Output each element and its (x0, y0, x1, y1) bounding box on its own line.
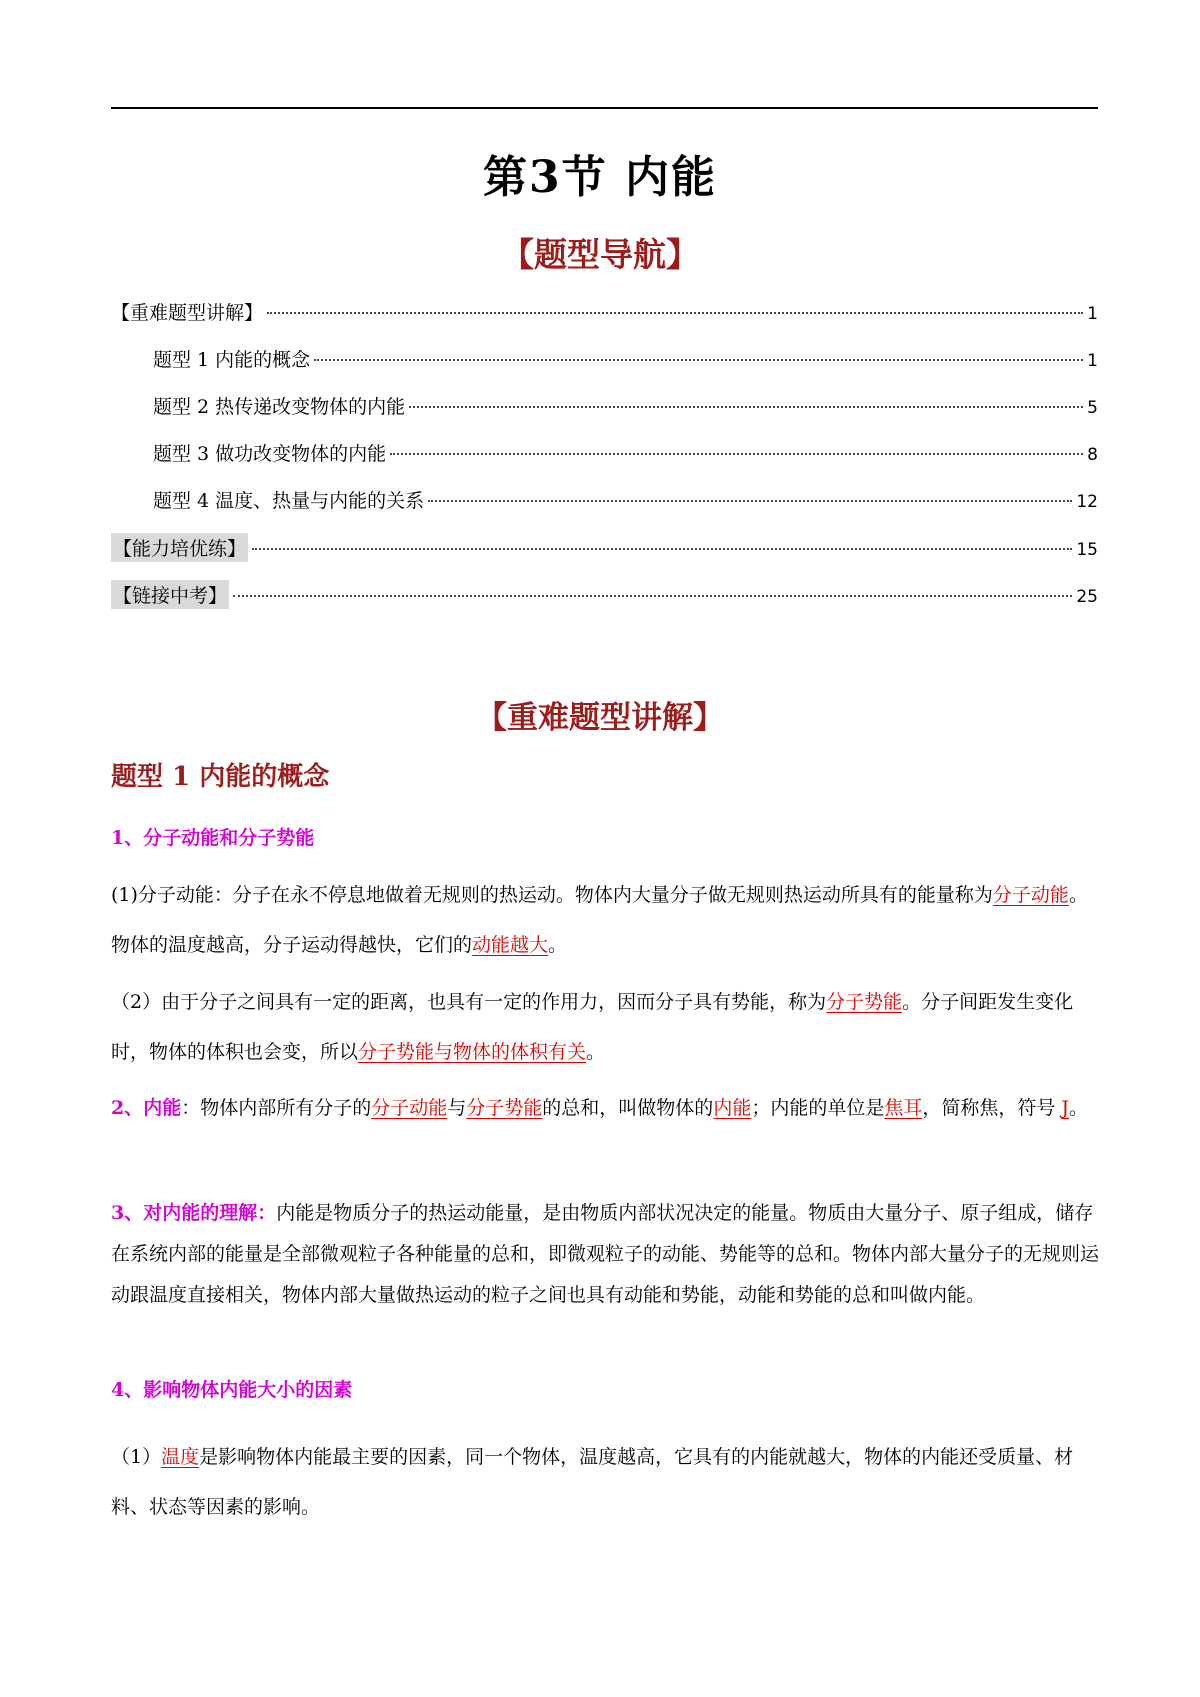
text: ；内能的单位是 (751, 1097, 885, 1119)
toc-row[interactable] (111, 298, 1098, 345)
text: 与 (447, 1097, 467, 1119)
toc-leader (314, 359, 1083, 361)
text: 。 (548, 934, 568, 956)
toc-row[interactable] (111, 439, 1098, 486)
toc-label: 【重难题型讲解】 (111, 302, 264, 324)
text: ：物体内部所有分子的 (181, 1097, 372, 1119)
document-title: 第3节 内能 (483, 152, 717, 203)
section-heading: 【重难题型讲解】 (476, 700, 724, 736)
paragraph-factors (111, 1432, 1101, 1532)
table-of-contents (111, 298, 1098, 627)
subheading-text: 1、分子动能和分子势能 (111, 827, 315, 849)
toc-label: 题型 2 热传递改变物体的内能 (153, 396, 406, 418)
key-term: 温度 (161, 1446, 200, 1468)
key-term: 分子势能与物体的体积有关 (358, 1041, 587, 1063)
subheading-4 (111, 1375, 1101, 1402)
toc-leader (233, 595, 1072, 597)
key-term: 动能越大 (472, 934, 549, 956)
key-term: 内能 (713, 1097, 752, 1119)
text: 是影响物体内能最主要的因素，同一个物体，温度越高，它具有的内能就越大，物体的内能还受质量、材料、状态等因素的影响。 (111, 1446, 1074, 1518)
toc-row[interactable] (111, 533, 1098, 580)
toc-leader (409, 406, 1083, 408)
type-heading: 题型 1 内能的概念 (111, 762, 330, 792)
nav-heading: 【题型导航】 (501, 235, 699, 274)
toc-row[interactable] (111, 345, 1098, 392)
text: （2）由于分子之间具有一定的距离，也具有一定的作用力，因而分子具有势能，称为 (111, 991, 827, 1013)
key-term: J (1061, 1097, 1070, 1119)
text: 内能是物质分子的热运动能量，是由物质内部状况决定的能量。物质由大量分子、原子组成，储存在系统内部的能量是全部微观粒子各种能量的总和，即微观粒子的动能、势能等的总和。物体内部大量分子的无规则运动跟温度直接相关，物体内部大量做热运动的粒子之间也具有动能和势能，动能和势能的总和叫做内能。 (111, 1202, 1100, 1306)
paragraph-internal-energy (111, 1083, 1101, 1133)
subheading-text: 2、内能 (111, 1097, 182, 1119)
toc-label: 【链接中考】 (111, 580, 229, 609)
text: 。分子间距发生变化时，物体的体积也会变，所以 (111, 991, 1074, 1063)
toc-page: 1 (1087, 304, 1098, 324)
toc-leader (267, 312, 1083, 314)
toc-row[interactable] (111, 392, 1098, 439)
text: 。 (586, 1041, 606, 1063)
paragraph-potential (111, 977, 1101, 1077)
toc-page: 8 (1087, 445, 1098, 465)
key-term: 分子势能 (466, 1097, 543, 1119)
subheading-1 (111, 823, 1101, 850)
toc-row[interactable] (111, 580, 1098, 627)
toc-page: 25 (1076, 587, 1098, 607)
key-term: 分子势能 (826, 991, 903, 1013)
toc-label: 题型 1 内能的概念 (153, 349, 311, 371)
top-rule (111, 107, 1098, 109)
toc-leader (428, 500, 1072, 502)
text: 。 (1069, 1097, 1089, 1119)
text: ，简称焦，符号 (922, 1097, 1062, 1119)
key-term: 分子动能 (371, 1097, 448, 1119)
subheading-text: 3、对内能的理解： (111, 1202, 277, 1224)
key-term: 分子动能 (992, 884, 1069, 906)
paragraph-kinetic (111, 870, 1101, 970)
text: 的总和，叫做物体的 (542, 1097, 714, 1119)
toc-page: 1 (1087, 351, 1098, 371)
text: （1） (111, 1446, 162, 1468)
toc-label: 题型 4 温度、热量与内能的关系 (153, 490, 425, 512)
text: 。物体的温度越高，分子运动得越快，它们的 (111, 884, 1088, 956)
key-term: 焦耳 (884, 1097, 923, 1119)
paragraph-understanding (111, 1193, 1101, 1316)
toc-page: 15 (1076, 540, 1098, 560)
toc-page: 12 (1076, 492, 1098, 512)
toc-leader (252, 548, 1072, 550)
toc-label: 题型 3 做功改变物体的内能 (153, 443, 387, 465)
toc-leader (390, 453, 1083, 455)
toc-label: 【能力培优练】 (111, 533, 248, 562)
text: (1)分子动能：分子在永不停息地做着无规则的热运动。物体内大量分子做无规则热运动所具有的能量称为 (111, 884, 993, 906)
toc-row[interactable] (111, 486, 1098, 533)
toc-page: 5 (1087, 398, 1098, 418)
subheading-text: 4、影响物体内能大小的因素 (111, 1379, 353, 1401)
